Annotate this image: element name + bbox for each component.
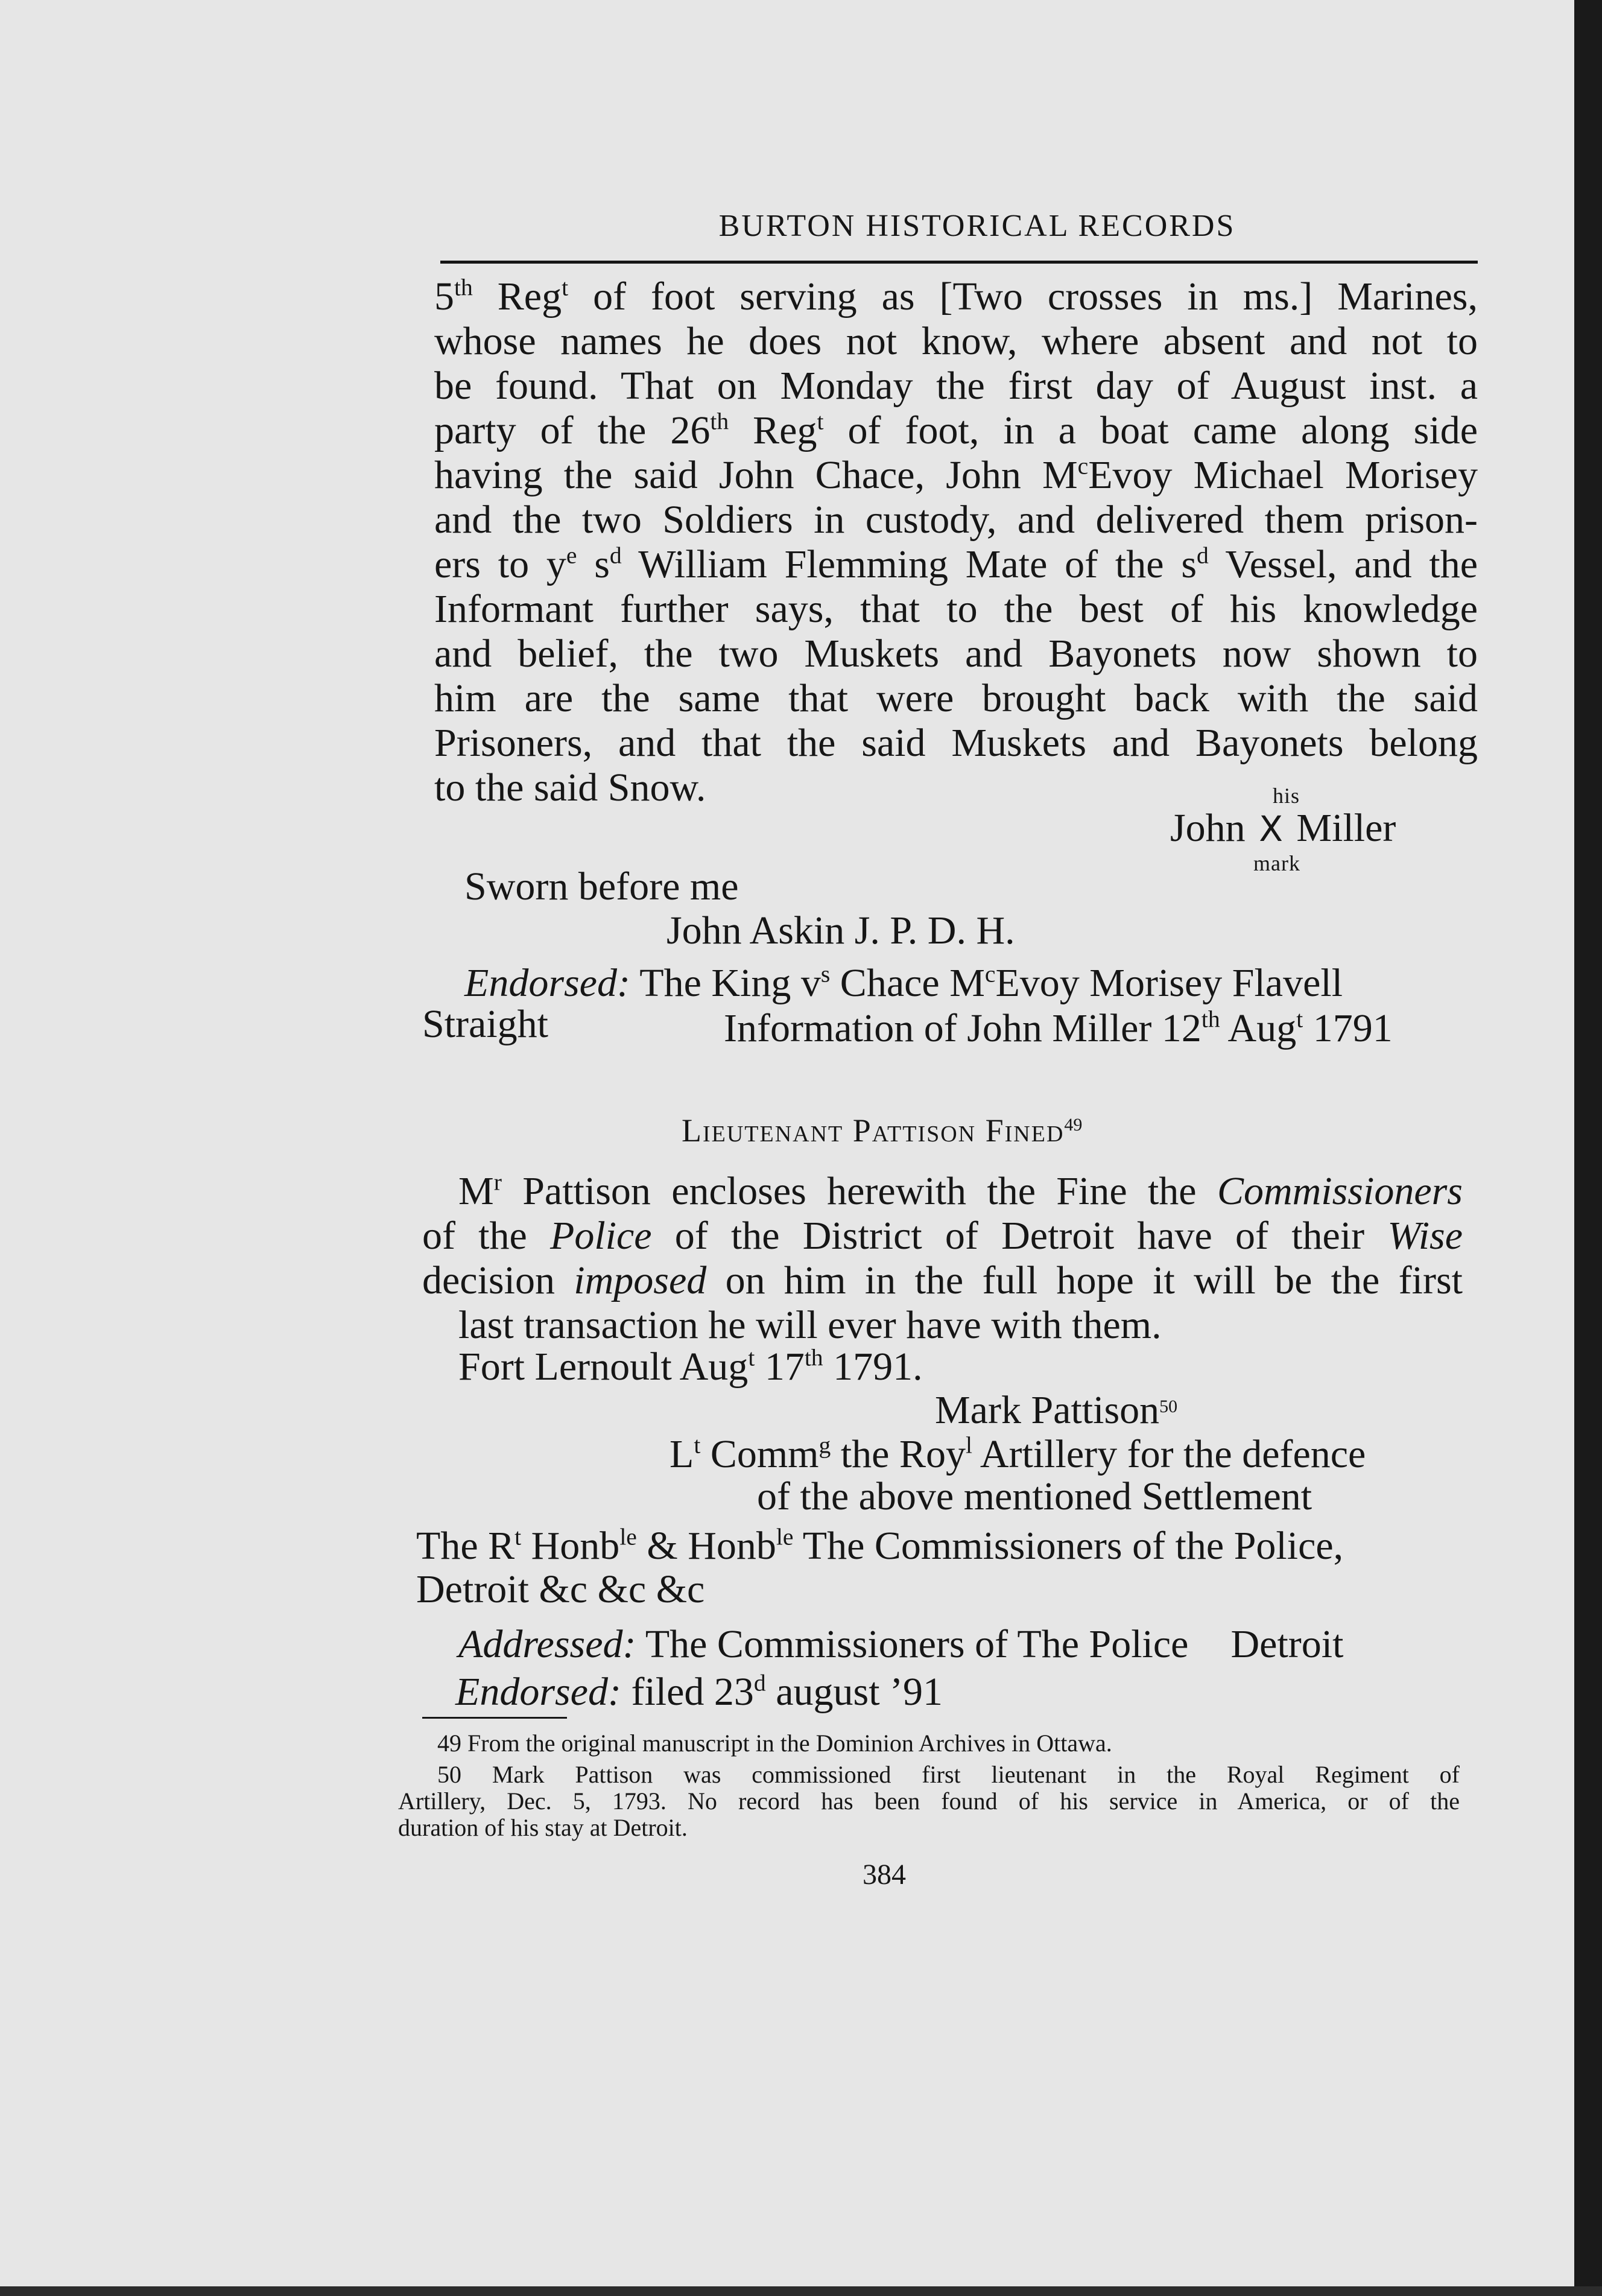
endorsement-2: Endorsed: filed 23$^d$ august ’91 [455, 1669, 943, 1714]
letter-line-3: decision imposed on him in the full hope it will be the first [422, 1258, 1463, 1302]
footnote-rule [422, 1717, 567, 1719]
letter-line-4: last transaction he will ever have with them. [458, 1303, 1162, 1347]
deposition-line-4: party of the 26th Reg$^t$ of foot, in a boat came along side [434, 408, 1478, 452]
deposition-line-1: 5th Reg$^t$ of foot serving as [Two crosses in ms.] Marines, [434, 274, 1478, 319]
deposition-line-6: and the two Soldiers in custody, and delivered them prison- [434, 498, 1478, 542]
footnote-ref-50: 50 [1159, 1397, 1178, 1416]
deposition-line-2: whose names he does not know, where absent and not to [434, 319, 1478, 363]
endorsement-line-2-right: Information of John Miller 12th Aug$^t$ 1791 [724, 1006, 1393, 1050]
addressed-line: Addressed: The Commissioners of The Police Detroit [458, 1622, 1344, 1666]
letter-paragraph [422, 1169, 1463, 1348]
running-header: BURTON HISTORICAL RECORDS [718, 209, 1236, 243]
page-number: 384 [863, 1859, 906, 1891]
page-edge-shadow [1574, 0, 1602, 2296]
letter-line-1: $M^r$ Pattison encloses herewith the Fine the Commissioners [458, 1169, 1463, 1213]
deposition-line-9: and belief, the two Muskets and Bayonets now shown to [434, 632, 1478, 676]
letter-line-2: of the Police of the District of Detroit have of their Wise [422, 1214, 1463, 1258]
signature-mark-pattison: Mark Pattison$^{50}$ [935, 1388, 1178, 1432]
sworn-before-me: Sworn before me [464, 864, 739, 909]
deposition-line-7: ers to $y^e$ $s^d$ William Flemming Mate of the $s^d$ Vessel, and the [434, 542, 1478, 586]
signature-his: his [1273, 784, 1300, 808]
deposition-line-10: him are the same that were brought back with the said [434, 676, 1478, 720]
deposition-line-5: having the said John Chace, John $M^cEvoy$ Michael Morisey [434, 452, 1478, 497]
deposition-line-3: be found. That on Monday the first day of August inst. a [434, 364, 1478, 408]
footnote-ref-49: 49 [1064, 1115, 1083, 1135]
x-mark-icon: X [1259, 808, 1283, 849]
endorsement-line-1: Endorsed: The King $v^s$ Chace $M^cEvoy$ Morisey Flavell [464, 960, 1343, 1005]
deposition-line-11: Prisoners, and that the said Muskets and Bayonets belong [434, 721, 1478, 765]
signature-john-miller: John X Miller [1170, 806, 1396, 850]
signature-mark: mark [1253, 851, 1300, 875]
deposition-line-8: Informant further says, that to the best of his knowledge [434, 587, 1478, 631]
addressee-line-1: The $R^t$ Honb$^{le}$ & Honb$^{le}$ The Commissioners of the Police, [416, 1523, 1344, 1568]
pattison-title-line-1: $L^t$ Comm$^g$ the Roy$^l$ Artillery for the defence [670, 1432, 1366, 1476]
page-bottom-shadow [0, 2286, 1602, 2296]
footnote-49: 49 From the original manuscript in the Dominion Archives in Ottawa. [437, 1730, 1112, 1757]
pattison-title-line-2: of the above mentioned Settlement [757, 1474, 1312, 1518]
footnote-50: 50 Mark Pattison was commissioned first lieutenant in the Royal Regiment of Artillery, Dec. 5, 1793. No record has been found of his service in America, or of the duration of his stay at Detroit. [398, 1761, 1460, 1841]
deposition-paragraph [434, 274, 1478, 810]
section-title: Lieutenant Pattison Fined$^{49}$ [682, 1112, 1083, 1149]
date-line: Fort Lernoult Aug$^t$ 17th 1791. [458, 1344, 923, 1389]
endorsement-line-2-left: Straight [422, 1002, 548, 1046]
header-rule [440, 261, 1478, 264]
addressee-line-2: Detroit &c &c &c [416, 1567, 705, 1611]
deposition-line-12: to the said Snow. [434, 766, 706, 810]
justice-name: John Askin J. P. D. H. [666, 909, 1015, 953]
